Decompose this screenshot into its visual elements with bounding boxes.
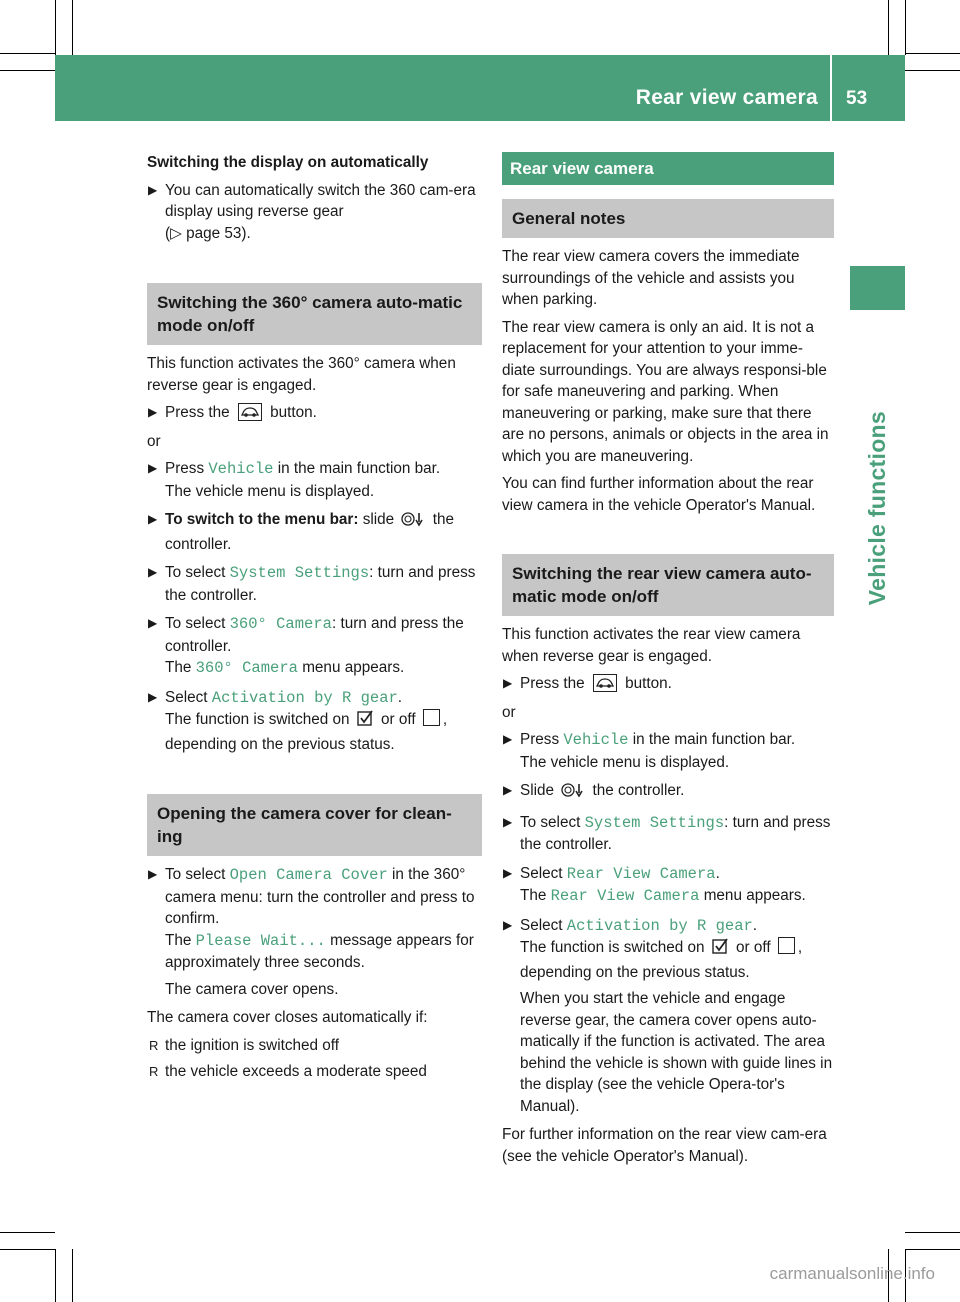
section-heading: Switching the rear view camera auto-matic mode on/off [502, 554, 834, 616]
step-text: . [715, 864, 720, 882]
crop-mark [888, 0, 889, 55]
step-marker-icon: ▶ [148, 461, 158, 475]
section-heading: Opening the camera cover for clean-ing [147, 794, 482, 856]
step-item [147, 864, 482, 1000]
step-result: , [797, 939, 803, 956]
step-result: The [165, 931, 192, 949]
step-item [147, 509, 482, 555]
step-result: , [442, 711, 448, 728]
controller-slide-down-icon [561, 782, 585, 805]
bullet-text: the ignition is switched off [165, 1036, 340, 1054]
step-result: message appears for approximately three seconds. [165, 931, 474, 971]
step-text: Press the [165, 404, 230, 421]
step-item [147, 562, 482, 606]
step-result: menu appears. [703, 887, 806, 904]
paragraph: The rear view camera covers the immediate surroundings of the vehicle and assists you when parking. [502, 248, 800, 308]
step-text: button. [270, 404, 317, 421]
crop-mark [905, 1232, 960, 1233]
step-result: The vehicle menu is displayed. [165, 482, 375, 500]
page-header-title: Rear view camera [635, 86, 818, 109]
menu-item-activation-by-r-gear: Activation by R gear [211, 688, 398, 707]
step-marker-icon: ▶ [503, 917, 513, 932]
step-text: : turn and press the controller. [520, 813, 831, 853]
menu-item-vehicle: Vehicle [208, 460, 274, 478]
step-text: Press the [520, 675, 585, 692]
checkbox-checked-icon [712, 938, 729, 962]
step-text: the controller. [165, 511, 454, 553]
checkbox-unchecked-icon [778, 937, 795, 954]
right-column [502, 152, 834, 1173]
step-marker-icon: ▶ [148, 867, 158, 881]
bullet-marker: R [149, 1037, 159, 1053]
step-text: the controller. [592, 782, 685, 799]
step-emphasis: To switch to the menu bar: [165, 511, 359, 528]
menu-item-open-camera-cover: Open Camera Cover [229, 866, 388, 884]
step-marker-icon: ▶ [148, 616, 158, 630]
step-marker-icon: ▶ [148, 182, 158, 197]
step-item [147, 458, 482, 502]
step-marker-icon: ▶ [148, 405, 158, 419]
step-marker-icon: ▶ [503, 814, 513, 829]
step-marker-icon: ▶ [503, 865, 513, 880]
crop-mark [72, 1249, 73, 1302]
menu-item-360-camera: 360° Camera [195, 659, 298, 677]
watermark: carmanualsonline.info [769, 1264, 935, 1283]
step-text: Select [165, 688, 208, 706]
menu-item-activation-by-r-gear: Activation by R gear [566, 916, 753, 935]
step-result: or off [736, 939, 771, 956]
chapter-label [850, 300, 905, 605]
bullet-item [147, 1061, 482, 1083]
section-intro: This function activates the rear view camera when reverse gear is engaged. [502, 626, 801, 665]
step-result: depending on the previous status. [520, 963, 750, 981]
step-item [502, 863, 834, 908]
menu-item-vehicle: Vehicle [563, 731, 629, 749]
menu-item-system-settings: System Settings [229, 564, 370, 582]
section-heading: General notes [502, 199, 834, 238]
controller-slide-down-icon [401, 511, 425, 534]
step-text: Press [165, 460, 205, 477]
step-result: depending on the previous status. [165, 735, 395, 753]
paragraph: The camera cover closes automatically if: [147, 1009, 428, 1026]
step-text: in the main function bar. [277, 460, 441, 477]
menu-item-rear-view-camera: Rear View Camera [566, 864, 716, 883]
step-text: in the 360° camera menu: turn the controller and press to confirm. [165, 866, 475, 927]
step-marker-icon: ▶ [148, 565, 158, 579]
chapter-label-text: Vehicle functions [864, 410, 890, 605]
step-text: To select [165, 866, 226, 883]
step-marker-icon: ▶ [148, 512, 158, 526]
paragraph: You can find further information about the rear view camera in the vehicle Operator's Manual. [502, 475, 816, 514]
page-number: 53 [846, 88, 868, 109]
crop-mark [55, 0, 56, 55]
step-result: or off [381, 711, 416, 728]
auto-heading: Switching the display on automatically [147, 154, 429, 171]
step-marker-icon: ▶ [503, 783, 513, 797]
crop-mark [905, 53, 960, 54]
paragraph: For further information on the rear view cam-era (see the vehicle Operator's Manual). [502, 1126, 827, 1165]
or-text: or [502, 703, 516, 721]
step-result: The camera cover opens. [165, 980, 339, 998]
step-text: Select [520, 916, 563, 934]
message-please-wait: Please Wait... [195, 931, 326, 950]
crop-mark [0, 53, 55, 54]
menu-item-360-camera: 360° Camera [229, 615, 332, 633]
step-result: The function is switched on [165, 711, 350, 728]
crop-mark [72, 0, 73, 55]
step-result: The [520, 887, 547, 904]
step-item [147, 180, 482, 245]
step-item [502, 780, 834, 805]
menu-item-system-settings: System Settings [584, 813, 725, 832]
step-text: : turn and press the controller. [165, 564, 476, 604]
step-result: The function is switched on [520, 939, 705, 956]
step-text: To select [165, 564, 226, 581]
bullet-marker: R [149, 1064, 159, 1079]
step-text: slide [362, 511, 395, 528]
bullet-text: the vehicle exceeds a moderate speed [165, 1063, 427, 1080]
step-item [147, 687, 482, 756]
step-result: The [165, 659, 192, 676]
or-text: or [147, 432, 161, 450]
left-column [147, 152, 482, 1088]
crop-mark [0, 70, 55, 71]
crop-mark [0, 1249, 55, 1250]
crop-mark [905, 0, 906, 55]
step-result: When you start the vehicle and engage reverse gear, the camera cover opens auto-matically if the function is activated. The area behind the vehicle is shown with guide lines in the display (see the vehicle Opera-tor's Manual). [520, 990, 833, 1115]
step-text: . [752, 916, 758, 934]
menu-item-rear-view-camera: Rear View Camera [550, 887, 700, 905]
step-marker-icon: ▶ [503, 676, 513, 690]
step-item [502, 812, 834, 856]
step-item [147, 613, 482, 680]
step-text: in the main function bar. [632, 731, 796, 748]
crop-mark [905, 1249, 960, 1250]
step-text: Select [520, 864, 563, 882]
step-marker-icon: ▶ [503, 732, 513, 746]
page-reference: (▷ page 53). [165, 224, 251, 242]
step-text: : turn and press the controller. [165, 615, 464, 655]
car-button-icon [593, 674, 617, 692]
step-text: . [397, 688, 403, 706]
step-result: The vehicle menu is displayed. [520, 753, 730, 771]
step-text: Press [520, 731, 560, 748]
step-item [502, 673, 834, 695]
checkbox-unchecked-icon [423, 709, 440, 726]
step-result: menu appears. [302, 659, 405, 676]
step-item [502, 729, 834, 773]
section-heading: Switching the 360° camera auto-matic mode on/off [147, 283, 482, 345]
header-divider [830, 55, 832, 121]
bullet-item [147, 1035, 482, 1057]
checkbox-checked-icon [357, 710, 374, 734]
crop-mark [55, 1249, 56, 1302]
step-text: To select [520, 813, 581, 831]
crop-mark [0, 1232, 55, 1233]
step-text: You can automatically switch the 360 cam-era display using reverse gear [165, 181, 476, 220]
step-marker-icon: ▶ [148, 689, 158, 704]
paragraph: The rear view camera is only an aid. It is not a replacement for your attention to your imme-diate surroundings. You are always responsi-ble for safe maneuvering and parking. When maneuvering or parking, make sure that there are no persons, animals or objects in the area in which you are maneuvering. [502, 318, 829, 465]
crop-mark [905, 70, 960, 71]
step-text: Slide [520, 782, 555, 799]
section-intro: This function activates the 360° camera when reverse gear is engaged. [147, 355, 456, 394]
step-item [502, 915, 834, 1118]
chapter-heading: Rear view camera [502, 152, 834, 185]
step-text: To select [165, 615, 226, 632]
car-button-icon [238, 403, 262, 421]
step-item [147, 402, 482, 424]
step-text: button. [625, 675, 672, 692]
